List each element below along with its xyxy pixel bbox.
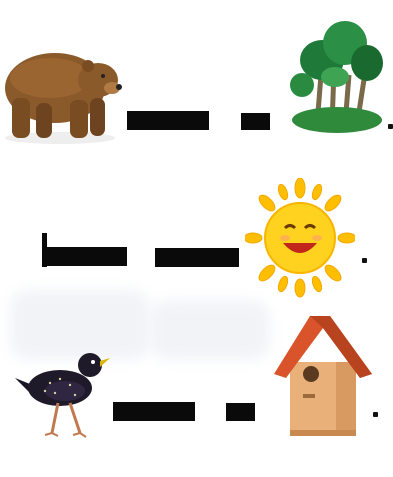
starling-illustration: [10, 343, 115, 448]
sentence-period: [362, 258, 367, 263]
worksheet-row-1: [0, 0, 393, 160]
sentence-period: [373, 412, 378, 417]
answer-blank-short: [226, 403, 255, 421]
answer-blank-long: [127, 111, 209, 130]
answer-blank-long: [42, 247, 127, 266]
answer-blank-long: [113, 402, 195, 421]
sun-illustration: [245, 178, 355, 298]
birdhouse-illustration: [268, 312, 378, 442]
answer-blank-long: [155, 248, 239, 267]
worksheet-row-3: [0, 310, 393, 477]
sentence-period: [388, 124, 393, 129]
answer-blank-short: [241, 113, 270, 130]
worksheet-row-2: [0, 160, 393, 310]
tree-illustration: [287, 15, 387, 135]
bear-illustration: [0, 18, 125, 148]
